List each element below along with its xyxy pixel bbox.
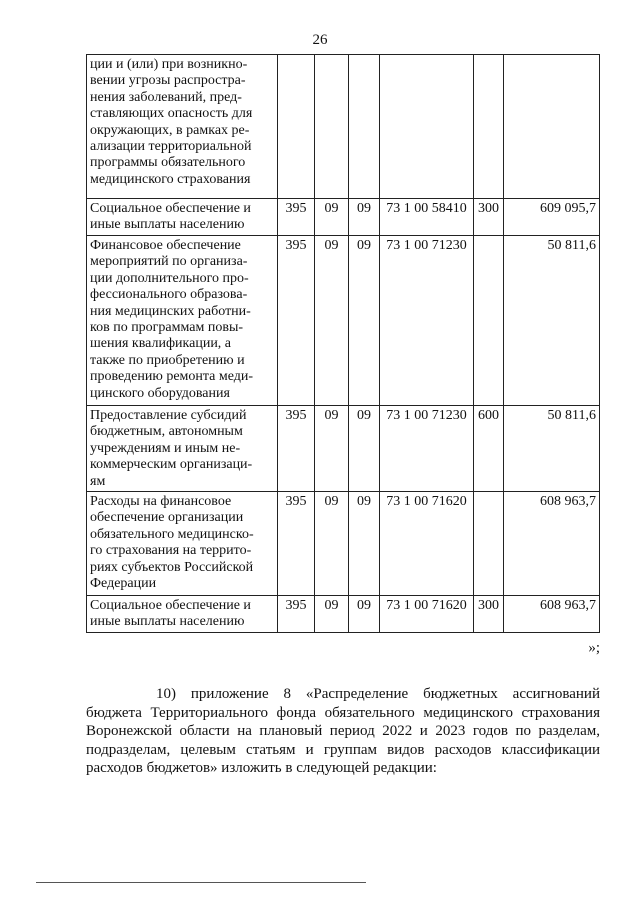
expense-type-cell: 300 (474, 596, 504, 633)
target-article-cell: 73 1 00 71230 (380, 236, 474, 406)
expense-name-line: программы обязательного (90, 155, 246, 171)
expense-name-line: иные выплаты населению (90, 614, 245, 630)
expense-name-cell (87, 199, 278, 236)
expense-name-line: окружающих, в рамках ре- (90, 122, 250, 138)
subsection-code-cell: 09 (349, 406, 380, 492)
expense-name-line: вении угрозы распростра- (90, 73, 246, 89)
footer-divider (36, 882, 366, 883)
table-row (87, 406, 600, 492)
expense-name-line: Социальное обеспечение и (90, 598, 251, 613)
expense-name-line: медицинского страхования (90, 171, 251, 187)
section-code-cell: 09 (315, 199, 349, 236)
table-row (87, 492, 600, 596)
expense-name-line: ков по программам повы- (90, 320, 244, 336)
department-code-cell: 395 (278, 236, 315, 406)
table-row (87, 55, 600, 199)
expense-name-cell (87, 236, 278, 406)
department-code-cell: 395 (278, 406, 315, 492)
expense-name-line: Социальное обеспечение и (90, 201, 251, 216)
expense-name-line: проведению ремонта меди- (90, 369, 254, 385)
amount-cell: 50 811,6 (504, 236, 600, 406)
expense-name-line: учреждениям и иным не- (90, 440, 241, 456)
subsection-code-cell: 09 (349, 199, 380, 236)
expense-name-cell (87, 492, 278, 596)
amount-cell: 608 963,7 (504, 492, 600, 596)
expense-name-line: коммерческим организаци- (90, 457, 253, 473)
expense-name-line: ализации территориальной (90, 139, 252, 155)
expense-type-cell: 600 (474, 406, 504, 492)
expense-name-cell (87, 55, 278, 199)
expense-name-line: ям (90, 473, 106, 489)
target-article-cell: 73 1 00 71620 (380, 492, 474, 596)
expense-name-line: ции и (или) при возникно- (90, 57, 248, 72)
expense-name-line: также по приобретению и (90, 352, 245, 368)
expense-name-line: бюджетным, автономным (90, 424, 243, 440)
amount-cell (504, 55, 600, 199)
target-article-cell: 73 1 00 71230 (380, 406, 474, 492)
target-article-cell (380, 55, 474, 199)
expense-name-line: Финансовое обеспечение (90, 238, 241, 253)
target-article-cell: 73 1 00 71620 (380, 596, 474, 633)
expense-type-cell (474, 55, 504, 199)
budget-table (86, 54, 600, 633)
table-row (87, 596, 600, 633)
expense-type-cell: 300 (474, 199, 504, 236)
table-row (87, 236, 600, 406)
amount-cell: 50 811,6 (504, 406, 600, 492)
expense-name-line: ции дополнительного про- (90, 270, 249, 286)
expense-name-line: цинского оборудования (90, 385, 230, 401)
expense-name-line: го страхования на террито- (90, 543, 252, 559)
expense-type-cell (474, 492, 504, 596)
expense-name-line: Предоставление субсидий (90, 408, 247, 423)
expense-name-line: ния медицинских работни- (90, 303, 251, 319)
expense-name-line: мероприятий по организа- (90, 254, 248, 270)
expense-name-line: обеспечение организации (90, 510, 244, 526)
expense-name-cell (87, 596, 278, 633)
subsection-code-cell: 09 (349, 236, 380, 406)
amount-cell: 608 963,7 (504, 596, 600, 633)
subsection-code-cell: 09 (349, 596, 380, 633)
subsection-code-cell: 09 (349, 492, 380, 596)
budget-table-body (87, 55, 600, 633)
department-code-cell: 395 (278, 596, 315, 633)
section-code-cell (315, 55, 349, 199)
expense-name-line: риях субъектов Российской (90, 559, 254, 575)
expense-name-line: обязательного медицинско- (90, 526, 254, 542)
table-row (87, 199, 600, 236)
section-code-cell: 09 (315, 236, 349, 406)
expense-name-line: фессионального образова- (90, 287, 248, 303)
expense-name-line: иные выплаты населению (90, 217, 245, 233)
expense-name-line: Расходы на финансовое (90, 494, 232, 509)
section-code-cell: 09 (315, 596, 349, 633)
closing-quote-mark: »; (588, 640, 600, 656)
expense-name-line: ставляющих опасность для (90, 106, 253, 122)
expense-name-line: нения заболеваний, пред- (90, 89, 242, 105)
amount-cell: 609 095,7 (504, 199, 600, 236)
page-number: 26 (312, 32, 328, 48)
expense-name-line: Федерации (90, 576, 157, 592)
expense-type-cell (474, 236, 504, 406)
subsection-code-cell (349, 55, 380, 199)
section-code-cell: 09 (315, 406, 349, 492)
amendment-paragraph: 10) приложение 8 «Распределение бюджетных ассигнований бюджета Территориального фонда обязательного медицинского страхования Воронежской области на плановый период 2022 и 2023 годов по разделам, подразделам, целевым статьям и группам видов расходов классификации расходов бюджетов» изложить в следующей редакции: (86, 686, 600, 777)
expense-name-line: шения квалификации, а (90, 336, 232, 352)
section-code-cell: 09 (315, 492, 349, 596)
expense-name-cell (87, 406, 278, 492)
department-code-cell (278, 55, 315, 199)
department-code-cell: 395 (278, 199, 315, 236)
department-code-cell: 395 (278, 492, 315, 596)
target-article-cell: 73 1 00 58410 (380, 199, 474, 236)
